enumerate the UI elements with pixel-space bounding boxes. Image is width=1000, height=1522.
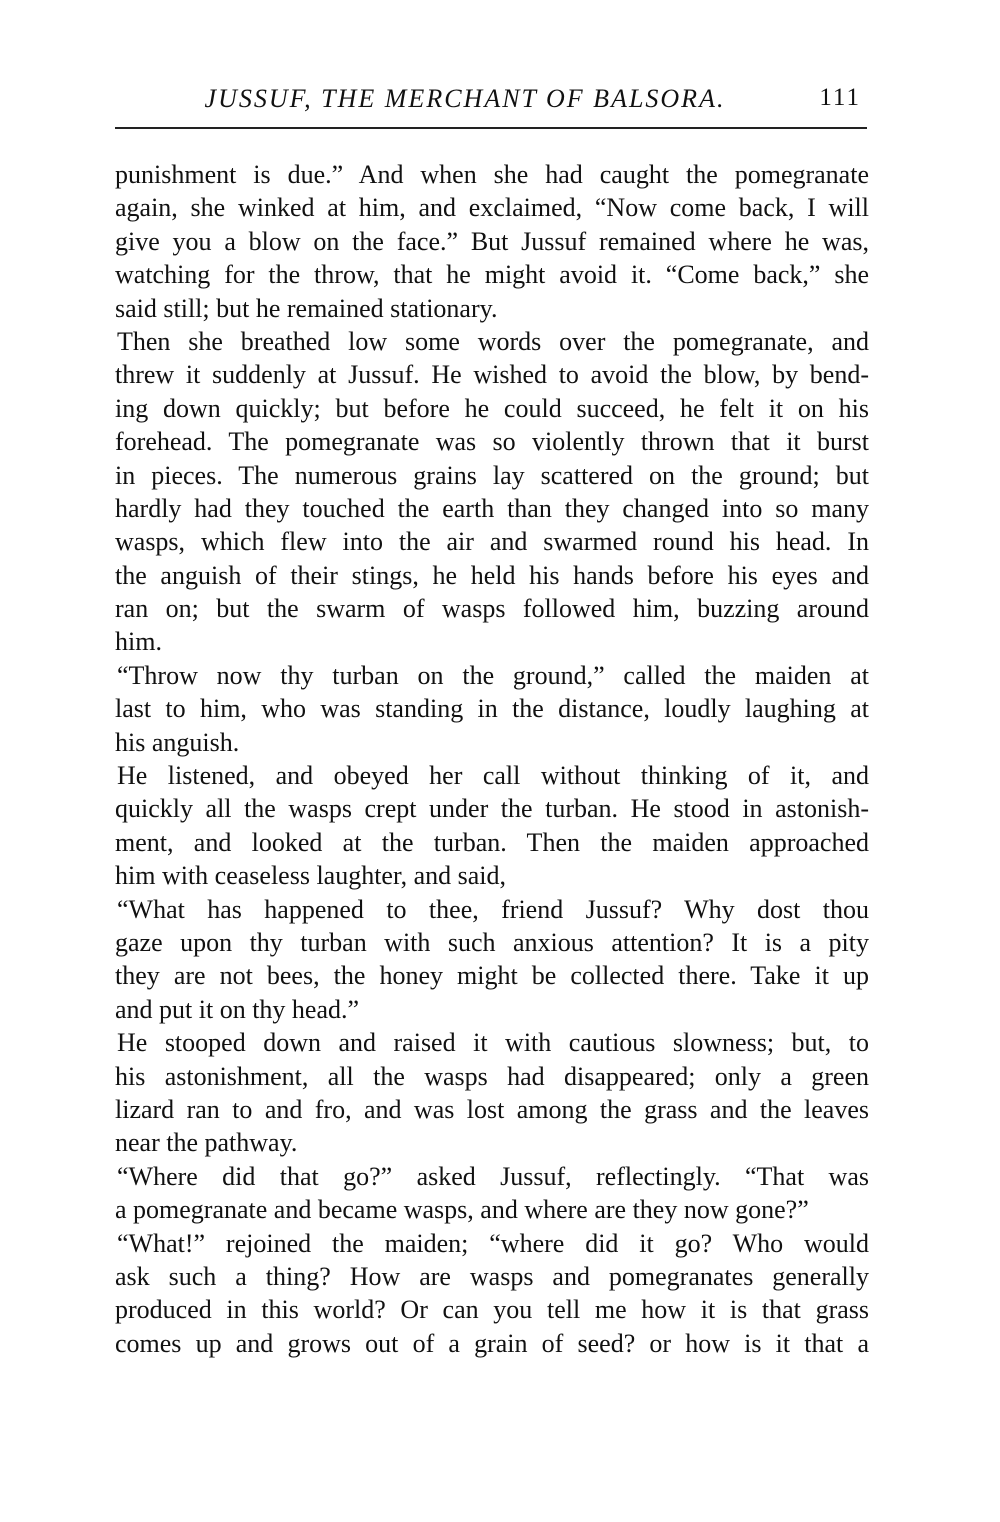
text-line: “What!” rejoined the maiden; “where did it go? Who would (117, 1228, 869, 1258)
text-line: forehead. The pomegranate was so violently thrown that it burst (115, 427, 869, 457)
text-line: last to him, who was standing in the distance, loudly laughing at (115, 694, 869, 724)
text-line: near the pathway. (115, 1128, 298, 1158)
text-line: comes up and grows out of a grain of seed? or how is it that a (115, 1328, 869, 1358)
text-line: wasps, which flew into the air and swarmed round his head. In (115, 527, 869, 557)
text-line: him. (115, 627, 162, 657)
text-line: in pieces. The numerous grains lay scattered on the ground; but (115, 460, 869, 490)
text-line: ask such a thing? How are wasps and pomegranates generally (115, 1261, 869, 1291)
text-line: again, she winked at him, and exclaimed, “Now come back, I will (115, 193, 869, 223)
text-line: ing down quickly; but before he could succeed, he felt it on his (115, 393, 869, 423)
text-line: “Where did that go?” asked Jussuf, reflectingly. “That was (117, 1161, 869, 1191)
text-line: the anguish of their stings, he held his hands before his eyes and (115, 560, 869, 590)
text-line: Then she breathed low some words over the pomegranate, and (117, 326, 869, 356)
paragraph (115, 893, 869, 1027)
text-line: a pomegranate and became wasps, and where are they now gone?” (115, 1195, 809, 1225)
header-rule (115, 127, 867, 129)
text-line: punishment is due.” And when she had caught the pomegranate (115, 160, 869, 189)
text-line: quickly all the wasps crept under the turban. He stood in astonish- (115, 794, 869, 824)
text-line: and put it on thy head.” (115, 994, 360, 1024)
text-line: “What has happened to thee, friend Jussuf? Why dost thou (117, 894, 869, 924)
text-line: produced in this world? Or can you tell me how it is that grass (115, 1295, 869, 1325)
text-line: gaze upon thy turban with such anxious attention? It is a pity (115, 927, 869, 957)
paragraph (115, 759, 869, 893)
paragraph (115, 659, 869, 759)
text-line: they are not bees, the honey might be collected there. Take it up (115, 961, 869, 991)
text-line: ment, and looked at the turban. Then the maiden approached (115, 827, 869, 857)
paragraph (115, 158, 869, 325)
text-line: ran on; but the swarm of wasps followed him, buzzing around (115, 594, 869, 624)
text-line: “Throw now thy turban on the ground,” called the maiden at (117, 660, 869, 690)
text-line: He stooped down and raised it with cautious slowness; but, to (117, 1028, 869, 1058)
paragraph (115, 1160, 869, 1227)
body-text (115, 158, 869, 1360)
text-line: give you a blow on the face.” But Jussuf remained where he was, (115, 226, 869, 256)
text-line: him with ceaseless laughter, and said, (115, 861, 507, 891)
running-head-title: JUSSUF, THE MERCHANT OF BALSORA. (204, 84, 726, 113)
paragraph (115, 1227, 869, 1361)
text-line: lizard ran to and fro, and was lost among the grass and the leaves (115, 1094, 869, 1124)
text-line: hardly had they touched the earth than they changed into so many (115, 493, 869, 523)
text-line: said still; but he remained stationary. (115, 293, 498, 323)
paragraph (115, 325, 869, 659)
text-line: threw it suddenly at Jussuf. He wished to avoid the blow, by bend- (115, 360, 869, 390)
running-head (115, 78, 867, 118)
text-line: He listened, and obeyed her call without thinking of it, and (117, 761, 869, 791)
text-line: his astonishment, all the wasps had disappeared; only a green (115, 1061, 869, 1091)
page-number: 111 (819, 84, 861, 111)
text-line: his anguish. (115, 727, 240, 757)
paragraph (115, 1026, 869, 1160)
text-line: watching for the throw, that he might avoid it. “Come back,” she (115, 260, 869, 290)
